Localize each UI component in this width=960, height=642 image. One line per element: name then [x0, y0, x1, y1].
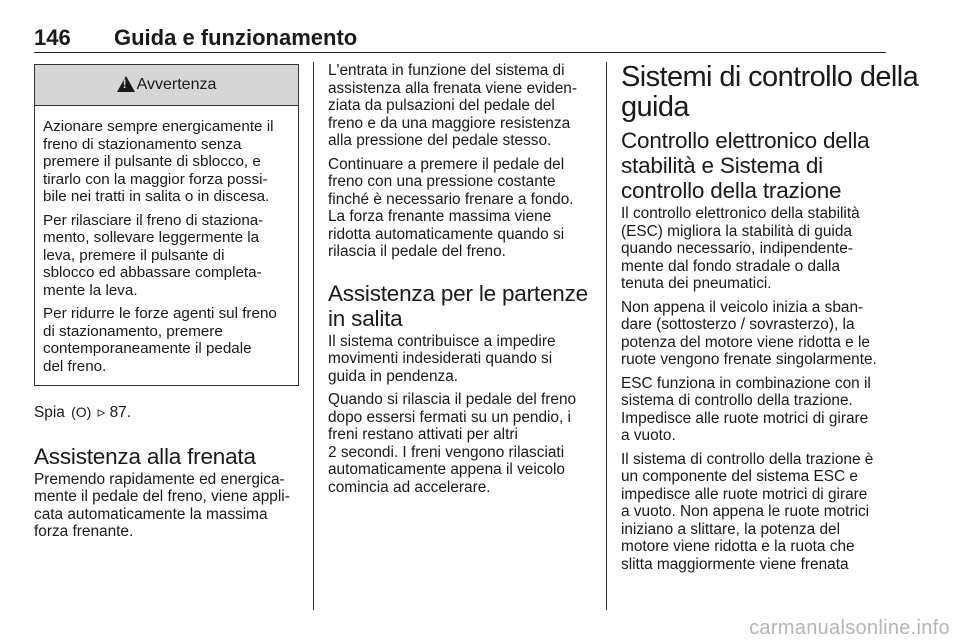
column-divider: [606, 62, 607, 610]
page-number: 146: [34, 25, 71, 50]
heading-driving-control-systems: Sistemi di controllo della guida: [621, 61, 919, 123]
warning-paragraph: Per rilasciare il freno di staziona- mento, sollevare leggermente la leva, premere il pulsante di sblocco ed abbassare completa- mente la leva.: [43, 211, 264, 299]
brake-warning-icon: (O): [71, 404, 92, 420]
page-reference-arrow-icon: ▹: [97, 404, 106, 421]
paragraph: Il sistema contribuisce a impedire movimenti indesiderati quando si guida in pendenza.: [328, 332, 556, 385]
paragraph: Continuare a premere il pedale del freno con una pressione costante finché è necessario frenare a fondo. La forza frenante massima viene ridotta automaticamente quando si rilascia il pedale del freno.: [328, 155, 574, 260]
warning-body: [35, 106, 298, 385]
warning-header: [35, 65, 298, 106]
paragraph: L'entrata in funzione del sistema di assistenza alla frenata viene eviden- ziata da pulsazioni del pedale del freno e da una maggiore resistenza alla pressione del pedale stesso.: [328, 62, 577, 149]
paragraph: Non appena il veicolo inizia a sban- dare (sottosterzo / sovrasterzo), la potenza del motore viene ridotta e le ruote vengono frenate singolarmente.: [621, 298, 877, 368]
heading-esc-tcs: Controllo elettronico della stabilità e Sistema di controllo della trazione: [621, 128, 870, 203]
warning-title: Avvertenza: [136, 76, 217, 93]
column-right: [621, 61, 919, 579]
warning-paragraph: Per ridurre le forze agenti sul freno di stazionamento, premere contemporaneamente il pedale del freno.: [43, 305, 277, 375]
watermark: carmanualsonline.info: [749, 617, 950, 639]
page-reference-link[interactable]: 87.: [109, 404, 132, 421]
warning-box: [34, 64, 299, 386]
paragraph: Il sistema di controllo della trazione è un componente del sistema ESC e impedisce alle ruote motrici di girare a vuoto. Non appena le ruote motrici iniziano a slittare, la potenza del motore viene ridotta e la ruota che slitta maggiormente viene frenata: [621, 450, 874, 573]
paragraph: Il controllo elettronico della stabilità (ESC) migliora la stabilità di guida quando necessario, indipendente- mente dal fondo stradale o dalla tenuta dei pneumatici.: [621, 205, 860, 292]
column-left: [34, 62, 299, 547]
page-header: [34, 24, 886, 53]
column-divider: [313, 62, 314, 610]
indicator-reference: Spia (O) ▹ 87.: [34, 404, 132, 421]
warning-triangle-icon: [117, 76, 135, 92]
paragraph-brake-assist: Premendo rapidamente ed energica- mente il pedale del freno, viene appli- cata automaticamente la massima forza frenante.: [34, 470, 290, 540]
section-title: Guida e funzionamento: [114, 25, 358, 50]
heading-brake-assist: Assistenza alla frenata: [34, 443, 256, 469]
warning-paragraph: Azionare sempre energicamente il freno di stazionamento senza premere il pulsante di sblocco, e tirarlo con la maggior forza possi- bile nei tratti in salita o in discesa.: [43, 118, 274, 205]
paragraph: Quando si rilascia il pedale del freno dopo essersi fermati su un pendio, i freni restano attivati per altri 2 secondi. I freni vengono rilasciati automaticamente appena il veicolo comincia ad accelerare.: [328, 391, 577, 496]
column-middle: [328, 62, 590, 502]
heading-hill-start-assist: Assistenza per le partenze in salita: [328, 280, 588, 331]
paragraph: ESC funziona in combinazione con il sistema di controllo della trazione. Impedisce alle ruote motrici di girare a vuoto.: [621, 374, 871, 444]
